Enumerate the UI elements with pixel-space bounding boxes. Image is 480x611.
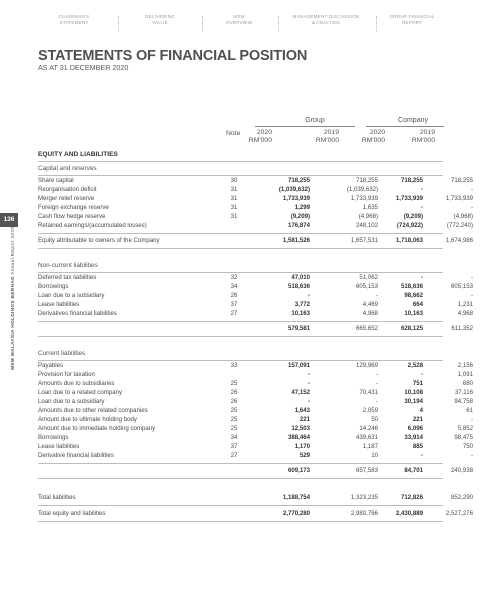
table-row-grand-total <box>38 509 473 518</box>
row-label: Retained earnings/(accumulated losses) <box>38 222 147 229</box>
value-company-2019: 37,116 <box>454 389 473 396</box>
row-label: Loan due to a subsidiary <box>38 398 105 405</box>
table-row <box>38 194 473 203</box>
section-capital-reserves: Capital and reserves <box>38 165 97 172</box>
row-note: 37 <box>230 443 238 450</box>
row-note: 25 <box>230 416 238 423</box>
table-row <box>38 379 473 388</box>
nav-label: GROUP FINANCIAL <box>389 14 435 19</box>
value-company-2020: (9,209) <box>403 213 423 220</box>
divider <box>38 233 443 234</box>
row-note: 31 <box>230 186 238 193</box>
value-group-2019: (1,039,632) <box>346 186 378 193</box>
divider <box>38 161 443 162</box>
row-label: Loan due to a subsidiary <box>38 292 105 299</box>
table-row <box>38 388 473 397</box>
value-group-2019: 2,059 <box>362 407 378 414</box>
row-note: 25 <box>230 380 238 387</box>
divider <box>38 321 443 322</box>
page-subtitle: AS AT 31 DECEMBER 2020 <box>38 63 129 72</box>
value-company-2019: - <box>470 274 473 281</box>
table-row <box>38 309 473 318</box>
row-label: Equity attributable to owners of the Company <box>38 237 160 244</box>
value-company-2019: 2,527,276 <box>445 510 473 517</box>
header-label: 2019 <box>323 129 339 136</box>
value-group-2020: 609,173 <box>287 467 310 474</box>
value-company-2019: 750 <box>462 443 473 450</box>
table-row <box>38 451 473 460</box>
value-company-2020: 2,430,889 <box>395 510 423 517</box>
side-report-label <box>11 227 16 370</box>
row-note: 26 <box>230 389 238 396</box>
value-group-2020: 529 <box>299 452 310 459</box>
row-label: Amount due to ultimate holding body <box>38 416 137 423</box>
row-label: Borrowings <box>38 434 69 441</box>
value-group-2020: 47,010 <box>291 274 310 281</box>
table-row <box>38 415 473 424</box>
row-note: 27 <box>230 310 238 317</box>
row-label: Lease liabilities <box>38 443 80 450</box>
row-note: 25 <box>230 407 238 414</box>
header-label: 2020 <box>256 129 272 136</box>
nav-label: MSM <box>233 14 245 19</box>
row-note: 31 <box>230 213 238 220</box>
page-number: 136 <box>0 213 18 227</box>
value-group-2020: (9,209) <box>290 213 310 220</box>
side-company-name: MSM MALAYSIA HOLDINGS BERHAD <box>11 276 16 370</box>
table-row <box>38 442 473 451</box>
value-group-2019: - <box>375 398 378 405</box>
value-group-2019: 657,583 <box>355 467 378 474</box>
value-group-2020: 579,581 <box>287 325 310 332</box>
value-company-2020: 518,636 <box>400 283 423 290</box>
row-note: 25 <box>230 425 238 432</box>
table-row <box>38 397 473 406</box>
divider <box>38 463 443 464</box>
divider <box>38 521 443 522</box>
value-company-2020: 2,528 <box>407 362 423 369</box>
section-equity-and-liabilities: EQUITY AND LIABILITIES <box>38 151 118 158</box>
row-note: 34 <box>230 434 238 441</box>
row-label: Amounts due to subsidiaries <box>38 380 115 387</box>
value-group-2020: 718,255 <box>287 177 310 184</box>
row-note: 32 <box>230 274 238 281</box>
row-label: Share capital <box>38 177 74 184</box>
value-company-2019: 852,290 <box>450 494 473 501</box>
value-company-2019: - <box>470 416 473 423</box>
row-note: 33 <box>230 362 238 369</box>
value-group-2020: 1,581,526 <box>282 237 310 244</box>
value-group-2019: 718,255 <box>355 177 378 184</box>
value-group-2020: 1,188,754 <box>282 494 310 501</box>
value-company-2020: 221 <box>412 416 423 423</box>
value-company-2019: - <box>470 452 473 459</box>
top-navigation <box>34 14 454 36</box>
value-group-2019: - <box>375 380 378 387</box>
table-row <box>38 424 473 433</box>
value-company-2020: 4 <box>419 407 423 414</box>
value-group-2019: 4,469 <box>362 301 378 308</box>
table-row-subtotal <box>38 324 473 333</box>
value-company-2019: 2,156 <box>457 362 473 369</box>
header-group-2019 <box>289 129 339 145</box>
table-row <box>38 176 473 185</box>
value-company-2020: - <box>420 274 423 281</box>
row-label: Lease liabilities <box>38 301 80 308</box>
divider <box>38 478 443 479</box>
nav-msm-overview[interactable] <box>199 14 279 26</box>
value-group-2020: - <box>307 398 310 405</box>
row-label: Payables <box>38 362 64 369</box>
value-group-2019: 1,733,939 <box>350 195 378 202</box>
divider <box>38 505 443 506</box>
value-group-2020: 12,503 <box>291 425 310 432</box>
header-company-2019 <box>385 129 435 145</box>
value-company-2019: (772,240) <box>446 222 473 229</box>
row-note: 37 <box>230 301 238 308</box>
value-company-2019: (4,968) <box>453 213 473 220</box>
value-company-2020: 628,125 <box>400 325 423 332</box>
header-label: 2020 <box>369 129 385 136</box>
value-group-2020: 1,733,939 <box>282 195 310 202</box>
value-company-2020: 30,194 <box>404 398 423 405</box>
section-current-liabilities: Current liabilities <box>38 350 86 357</box>
value-group-2019: - <box>375 292 378 299</box>
header-label: RM'000 <box>315 137 339 144</box>
value-group-2020: 3,772 <box>294 301 310 308</box>
row-label: Total liabilities <box>38 494 76 501</box>
table-row <box>38 212 473 221</box>
value-company-2019: 1,733,939 <box>445 195 473 202</box>
value-group-2020: 2,770,280 <box>282 510 310 517</box>
value-company-2019: 5,852 <box>457 425 473 432</box>
header-label: 2019 <box>419 129 435 136</box>
nav-delivering-value[interactable] <box>120 14 200 26</box>
value-group-2020: 1,643 <box>294 407 310 414</box>
table-row <box>38 282 473 291</box>
row-label: Deferred tax liabilities <box>38 274 97 281</box>
table-row <box>38 433 473 442</box>
value-group-2020: (1,039,632) <box>278 186 310 193</box>
nav-group-financial-report[interactable] <box>372 14 452 26</box>
value-group-2020: 221 <box>299 416 310 423</box>
value-company-2019: 1,674,986 <box>445 237 473 244</box>
value-group-2020: - <box>307 371 310 378</box>
value-company-2019: 718,255 <box>450 177 473 184</box>
value-company-2019: 240,938 <box>450 467 473 474</box>
nav-label: DELIVERING <box>145 14 175 19</box>
value-group-2020: 1,170 <box>294 443 310 450</box>
value-company-2020: 664 <box>412 301 423 308</box>
page-title: STATEMENTS OF FINANCIAL POSITION <box>38 48 308 64</box>
value-group-2019: 1,635 <box>362 204 378 211</box>
row-label: Provision for taxation <box>38 371 95 378</box>
table-row <box>38 273 473 282</box>
value-group-2019: 14,246 <box>359 425 378 432</box>
nav-label: CHAIRMAN'S <box>58 14 90 19</box>
value-company-2020: 751 <box>412 380 423 387</box>
row-label: Amount due to immediate holding company <box>38 425 156 432</box>
value-company-2019: 1,231 <box>457 301 473 308</box>
value-group-2020: 176,874 <box>287 222 310 229</box>
divider <box>38 336 443 337</box>
value-group-2020: 388,464 <box>287 434 310 441</box>
value-group-2019: 129,969 <box>355 362 378 369</box>
nav-chairmans-statement[interactable] <box>34 14 114 26</box>
header-company-2020 <box>335 129 385 145</box>
row-note: 27 <box>230 452 238 459</box>
table-row <box>38 291 473 300</box>
row-label: Amounts due to other related companies <box>38 407 148 414</box>
row-note: 34 <box>230 283 238 290</box>
nav-label: OVERVIEW <box>225 20 253 25</box>
header-label: RM'000 <box>248 137 272 144</box>
header-note: Note <box>226 130 241 137</box>
row-label: Borrowings <box>38 283 69 290</box>
value-group-2019: 70,431 <box>359 389 378 396</box>
header-label: RM'000 <box>411 137 435 144</box>
table-row-total <box>38 236 473 245</box>
value-group-2020: 47,152 <box>291 389 310 396</box>
value-group-2019: 665,652 <box>355 325 378 332</box>
value-group-2020: - <box>307 380 310 387</box>
divider <box>38 248 443 249</box>
row-label: Merger relief reserve <box>38 195 95 202</box>
nav-label: REPORT <box>401 20 423 25</box>
nav-label: VALUE <box>152 20 168 25</box>
value-company-2020: 718,255 <box>400 177 423 184</box>
header-label: RM'000 <box>361 137 385 144</box>
row-label: Total equity and liabilities <box>38 510 106 517</box>
table-row <box>38 361 473 370</box>
value-company-2020: 885 <box>412 443 423 450</box>
row-label: Derivative financial liabilities <box>38 452 114 459</box>
value-company-2020: - <box>420 371 423 378</box>
row-label: Reorganisation deficit <box>38 186 97 193</box>
side-report-name: Annual Report 2020 <box>11 226 16 275</box>
row-label: Cash flow hedge reserve <box>38 213 106 220</box>
value-group-2019: 1,187 <box>362 443 378 450</box>
nav-management-discussion[interactable] <box>276 14 376 26</box>
table-row <box>38 406 473 415</box>
row-label: Loan due to a related company <box>38 389 123 396</box>
nav-label: STATEMENT <box>59 20 89 25</box>
value-group-2019: (4,968) <box>358 213 378 220</box>
row-note: 31 <box>230 195 238 202</box>
value-group-2019: 1,323,235 <box>350 494 378 501</box>
table-row-subtotal <box>38 466 473 475</box>
value-group-2020: 1,299 <box>294 204 310 211</box>
value-company-2019: 611,352 <box>451 325 473 332</box>
value-company-2019: 94,758 <box>454 398 473 405</box>
table-row <box>38 370 473 379</box>
value-company-2020: 84,701 <box>404 467 423 474</box>
value-group-2019: 51,062 <box>359 274 378 281</box>
row-label: Foreign exchange reserve <box>38 204 109 211</box>
value-group-2019: 605,153 <box>355 283 378 290</box>
value-group-2020: 10,163 <box>291 310 310 317</box>
value-company-2020: 10,163 <box>404 310 423 317</box>
value-group-2019: 1,657,531 <box>350 237 378 244</box>
row-note: 26 <box>230 398 238 405</box>
value-company-2020: 6,096 <box>407 425 423 432</box>
value-company-2020: (724,922) <box>396 222 423 229</box>
value-company-2019: 680 <box>462 380 473 387</box>
value-company-2020: 712,826 <box>400 494 423 501</box>
value-group-2020: - <box>307 292 310 299</box>
value-company-2020: 1,718,063 <box>395 237 423 244</box>
value-company-2019: - <box>470 186 473 193</box>
table-row <box>38 300 473 309</box>
value-company-2020: - <box>420 452 423 459</box>
value-company-2019: - <box>470 204 473 211</box>
row-note: 31 <box>230 204 238 211</box>
table-row <box>38 185 473 194</box>
table-row <box>38 203 473 212</box>
value-company-2019: 4,968 <box>457 310 473 317</box>
value-company-2020: 98,662 <box>404 292 423 299</box>
nav-label: MANAGEMENT DISCUSSION <box>292 14 360 19</box>
value-group-2020: 518,636 <box>287 283 310 290</box>
value-group-2019: 4,968 <box>362 310 378 317</box>
row-note: 26 <box>230 292 238 299</box>
company-header-rule <box>366 126 444 127</box>
nav-divider <box>118 16 119 32</box>
value-company-2020: 10,108 <box>404 389 423 396</box>
table-row <box>38 221 473 230</box>
value-group-2019: 248,102 <box>355 222 378 229</box>
value-group-2020: 157,091 <box>287 362 310 369</box>
nav-label: & ANALYSIS <box>311 20 341 25</box>
value-company-2019: 61 <box>466 407 473 414</box>
value-company-2020: - <box>420 204 423 211</box>
value-company-2019: 605,153 <box>450 283 473 290</box>
value-group-2019: 10 <box>371 452 378 459</box>
value-group-2019: 2,980,766 <box>350 510 378 517</box>
value-group-2019: 50 <box>371 416 378 423</box>
header-group-2020 <box>222 129 272 145</box>
value-company-2020: - <box>420 186 423 193</box>
header-company: Company <box>398 117 428 124</box>
value-group-2019: 439,631 <box>355 434 378 441</box>
value-company-2019: - <box>470 292 473 299</box>
header-group: Group <box>305 117 325 124</box>
value-company-2020: 33,914 <box>404 434 423 441</box>
row-label: Derivatives financial liabilities <box>38 310 117 317</box>
group-header-rule <box>255 126 355 127</box>
value-company-2020: 1,733,939 <box>395 195 423 202</box>
section-noncurrent-liabilities: Non-current liabilities <box>38 262 98 269</box>
value-company-2019: 1,091 <box>457 371 473 378</box>
row-note: 30 <box>230 177 238 184</box>
table-row-total <box>38 493 473 502</box>
value-group-2019: - <box>375 371 378 378</box>
value-company-2019: 98,475 <box>454 434 473 441</box>
